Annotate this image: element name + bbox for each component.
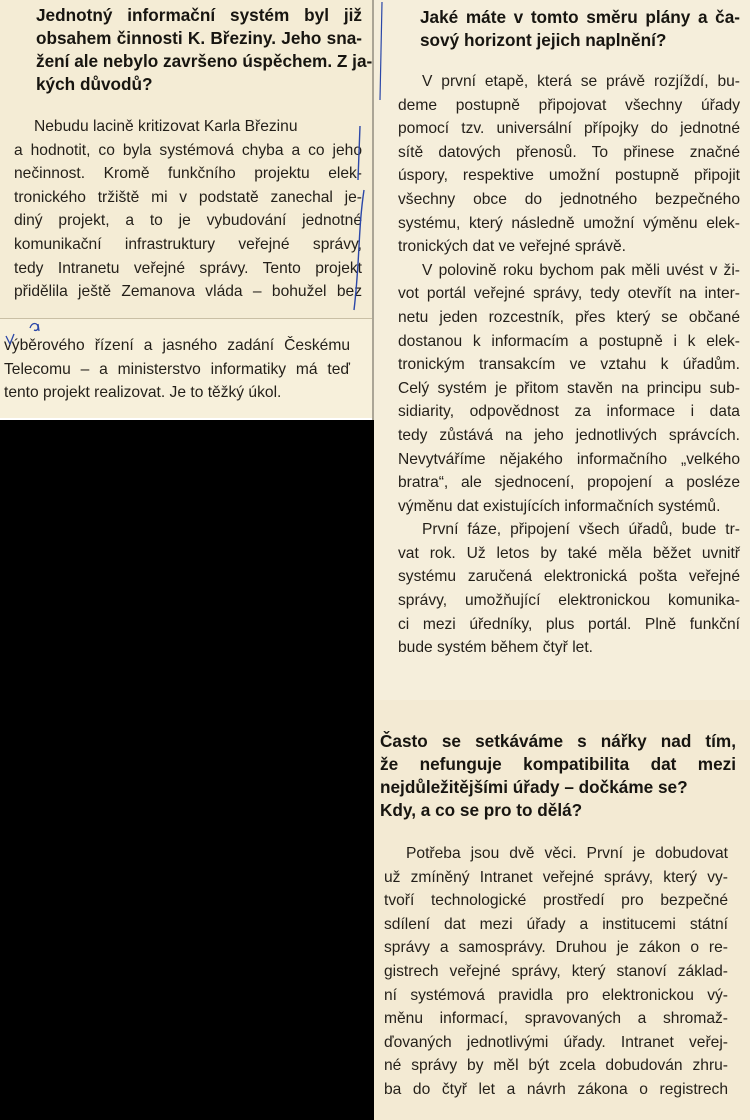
text-line: systému zaručená elektronická pošta veřejné bbox=[398, 568, 740, 586]
text-line: tento projekt realizovat. Je to těžký úkol. bbox=[4, 384, 282, 402]
text-line: sdílení dat mezi úřady a institucemi státní bbox=[384, 915, 728, 933]
text-line: bude systém během čtyř let. bbox=[398, 639, 594, 657]
text-line: že nefunguje kompatibilita dat mezi bbox=[380, 754, 736, 774]
text-line: sový horizont jejich naplnění? bbox=[420, 30, 667, 50]
text-line: žení ale nebylo završeno úspěchem. Z ja- bbox=[36, 51, 373, 71]
text-line: vat rok. Už letos by také měla běžet uvnitř bbox=[398, 544, 740, 562]
text-line: gistrech veřejné správy, který stanoví základ- bbox=[384, 962, 728, 980]
text-line: obsahem činnosti K. Březiny. Jeho sna- bbox=[36, 28, 362, 48]
text-line: Nevytváříme nějakého informačního „velkého bbox=[398, 450, 740, 468]
pen-margin-mark bbox=[340, 120, 370, 320]
redacted-area bbox=[0, 420, 374, 1120]
text-line: tronického tržiště mi v podstatě zanechal je- bbox=[14, 188, 362, 206]
text-line: V první etapě, která se právě rozjíždí, bu- bbox=[422, 73, 740, 90]
text-line: netu jeden rozcestník, přes který se občané bbox=[398, 308, 740, 326]
text-line: úspory, respektive umožní postupně připojit bbox=[398, 167, 740, 185]
text-line: V polovině roku bychom pak měli uvést v ži- bbox=[422, 261, 740, 279]
text-line: sidiarity, odpovědnost za informace i data bbox=[398, 403, 740, 421]
text-line: tronickým transakcím ve vztahu k úřadům. bbox=[398, 356, 740, 374]
text-line: Telecomu – a ministerstvo informatiky má teď bbox=[4, 360, 350, 378]
right-answer-2 bbox=[384, 842, 728, 1102]
text-line: výměnu dat existujících informačních systémů. bbox=[398, 497, 721, 515]
text-line: Jaké máte v tomto směru plány a ča- bbox=[420, 7, 740, 27]
text-line: výběrového řízení a jasného zadání Českému bbox=[4, 337, 350, 354]
text-line: Jednotný informační systém byl již bbox=[36, 5, 362, 25]
text-line: pomocí tzv. universální přípojky do jednotné bbox=[398, 120, 740, 138]
text-line: bratra“, ale sjednocení, propojení a posléze bbox=[398, 474, 740, 492]
left-question bbox=[36, 4, 373, 96]
left-answer-continued bbox=[4, 334, 350, 405]
clipping-cut-edge bbox=[0, 318, 372, 319]
text-line: všechny obce do jednotného bezpečného bbox=[398, 190, 740, 208]
text-line: tvoří technologické prostředí pro bezpečné bbox=[384, 892, 728, 910]
text-line: měnu informací, spravovaných a shromaž- bbox=[384, 1010, 728, 1028]
text-line: ci mezi úředníky, plus portál. Plně funkční bbox=[398, 615, 740, 633]
right-answer-1 bbox=[398, 70, 740, 660]
text-line: Celý systém je přitom stavěn na principu sub- bbox=[398, 379, 740, 397]
text-line: Často se setkáváme s nářky nad tím, bbox=[380, 731, 736, 751]
pen-letter-mark bbox=[26, 316, 46, 336]
text-line: První fáze, připojení všech úřadů, bude tr- bbox=[422, 521, 740, 539]
text-line: dostanou k informacím a postupně i k elek- bbox=[398, 332, 740, 350]
text-line: Nebudu lacině kritizovat Karla Březinu bbox=[34, 118, 298, 135]
left-answer bbox=[14, 115, 362, 304]
text-line: deme postupně připojovat všechny úřady bbox=[398, 96, 740, 114]
text-line: přidělila ještě Zemanova vláda – bohužel bez bbox=[14, 283, 362, 301]
text-line: ní systémová pravidla pro elektronickou vý- bbox=[384, 986, 728, 1004]
pen-column-mark bbox=[374, 0, 388, 110]
text-line: tedy Intranetu veřejné správy. Tento projekt bbox=[14, 259, 362, 277]
text-line: vot portál veřejné správy, tedy otevřít na inter- bbox=[398, 285, 740, 303]
text-line: sítě datových přenosů. To přinese značné bbox=[398, 143, 740, 161]
text-line: ďovaných jednotlivými úřady. Intranet veřej- bbox=[384, 1033, 728, 1051]
text-line: né správy by měl být zcela dobudován zhru- bbox=[384, 1057, 728, 1075]
right-question-2 bbox=[380, 730, 736, 822]
text-line: ba do čtyř let a návrh zákona o registrech bbox=[384, 1080, 728, 1098]
text-line: komunikační infrastruktury veřejné správy, bbox=[14, 235, 362, 253]
text-line: tronických dat ve veřejné správě. bbox=[398, 238, 626, 256]
text-line: správy a samosprávy. Druhou je zákon o re- bbox=[384, 939, 728, 957]
text-line: Kdy, a co se pro to dělá? bbox=[380, 800, 583, 820]
text-line: správy, umožňující elektronickou komunika- bbox=[398, 592, 740, 610]
text-line: kých důvodů? bbox=[36, 74, 153, 94]
text-line: systému, který následně umožní výměnu elek- bbox=[398, 214, 740, 232]
text-line: nečinnost. Kromě funkčního projektu elek- bbox=[14, 165, 362, 183]
text-line: diný projekt, a to je vybudování jednotné bbox=[14, 212, 362, 230]
text-line: Potřeba jsou dvě věci. První je dobudovat bbox=[406, 845, 728, 862]
text-line: už zmíněný Intranet veřejné správy, který vy- bbox=[384, 868, 728, 886]
text-line: nejdůležitějšími úřady – dočkáme se? bbox=[380, 777, 688, 797]
pen-tick-mark bbox=[4, 332, 18, 356]
text-line: a hodnotit, co byla systémová chyba a co jeho bbox=[14, 141, 362, 159]
right-question-1 bbox=[420, 6, 740, 52]
text-line: tedy zůstává na jeho jednotlivých správcích. bbox=[398, 426, 740, 444]
